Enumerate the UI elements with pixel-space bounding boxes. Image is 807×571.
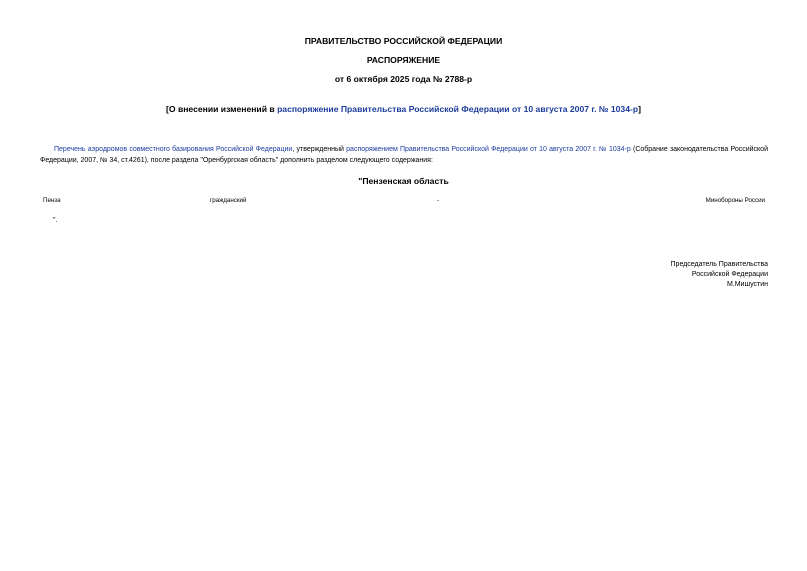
title-prefix: О внесении изменений в: [168, 104, 278, 114]
paragraph-text-1: , утвержденный: [292, 146, 347, 153]
section-title: "Пензенская область: [358, 176, 449, 186]
signature-position-line1: Председатель Правительства: [670, 261, 768, 268]
table-cell-dash: -: [437, 197, 440, 204]
table-cell-ministry: Минобороны России: [705, 197, 765, 204]
paragraph-text-2: (Собрание законодательства Российской Федерации, 2007, № 34, ст.4261), после раздела "Оренбургская область" дополнить разделом следующего содержания:: [40, 146, 768, 164]
title-close-bracket: ]: [638, 104, 641, 114]
government-heading: ПРАВИТЕЛЬСТВО РОССИЙСКОЙ ФЕДЕРАЦИИ: [304, 36, 503, 46]
order-reference-link[interactable]: распоряжением Правительства Российской Федерации от 10 августа 2007 г. № 1034-р: [346, 146, 631, 153]
table-cell-airfield-type: гражданский: [210, 197, 247, 204]
airfield-list-link[interactable]: Перечень аэродромов совместного базирования Российской Федерации: [54, 146, 293, 153]
amendment-paragraph: [40, 145, 768, 166]
closing-quote: ".: [53, 217, 58, 224]
signature-name: М.Мишустин: [726, 281, 768, 288]
document-date-number: от 6 октября 2025 года № 2788-р: [334, 74, 473, 84]
document-title: [0, 104, 807, 115]
signature-position-line2: Российской Федерации: [691, 271, 768, 278]
title-open-bracket: [: [166, 104, 169, 114]
table-cell-city: Пенза: [43, 197, 61, 204]
document-type-heading: РАСПОРЯЖЕНИЕ: [366, 55, 441, 65]
amended-order-link[interactable]: распоряжение Правительства Российской Федерации от 10 августа 2007 г. № 1034-р: [277, 104, 639, 114]
